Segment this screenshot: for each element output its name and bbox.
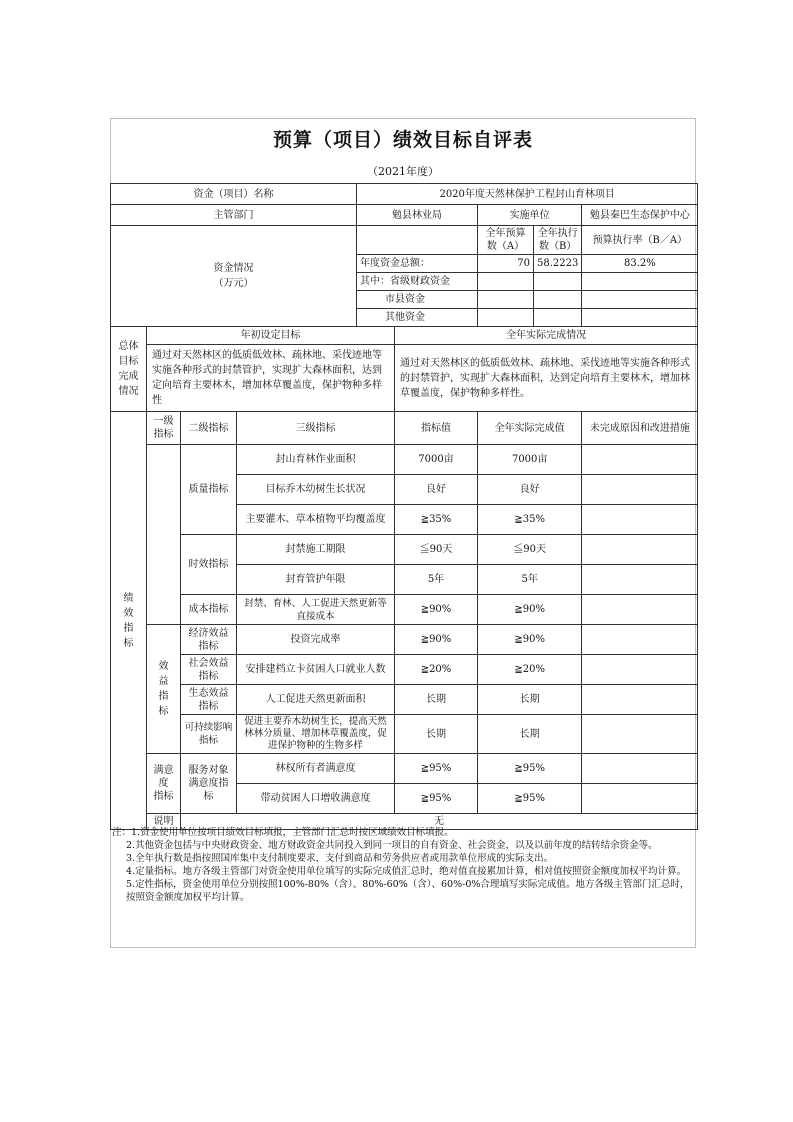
indicator-target: 长期: [395, 685, 478, 715]
col-budget: 全年预算数（A）: [478, 226, 534, 255]
indicator-target: ≧20%: [395, 655, 478, 685]
indicator-actual: ≧90%: [478, 625, 582, 655]
indicator-name: 主要灌木、草本植物平均覆盖度: [237, 505, 395, 535]
indicator-target: ≧95%: [395, 784, 478, 814]
dept-label: 主管部门: [111, 205, 357, 226]
l2-cost: 成本指标: [181, 595, 237, 625]
indicator-actual: 良好: [478, 475, 582, 505]
impl-unit-value: 勉县秦巴生态保护中心: [582, 205, 698, 226]
fund-row-rate: 83.2%: [582, 255, 698, 273]
fund-row-rate: [582, 273, 698, 291]
fund-row-budget: [478, 291, 534, 309]
indicator-actual: 长期: [478, 685, 582, 715]
indicator-name: 带动贫困人口增收满意度: [237, 784, 395, 814]
indicator-target: ≧95%: [395, 754, 478, 784]
header-l3: 三级指标: [237, 412, 395, 445]
footnote: 4.定量指标。地方各级主管部门对资金使用单位填写的实际完成值汇总时，绝对值直接累加计算，相对值按照资金额度加权平均计算。: [126, 866, 687, 877]
indicator-actual: 长期: [478, 715, 582, 754]
indicator-actual: ≧90%: [478, 595, 582, 625]
fund-row-budget: [478, 309, 534, 327]
funds-label: 资金情况 （万元）: [111, 226, 357, 327]
indicator-name: 目标乔木幼树生长状况: [237, 475, 395, 505]
project-name-label: 资金（项目）名称: [111, 184, 357, 205]
footnote: 5.定性指标，资金使用单位分别按照100%-80%（含）、80%-60%（含）、60%-0%合理填写实际完成值。地方各级主管部门汇总时，按照资金额度加权平均计算。: [126, 879, 690, 903]
indicator-actual: ≧35%: [478, 505, 582, 535]
actual-goal-header: 全年实际完成情况: [395, 327, 698, 345]
fund-row-label: 年度资金总额：: [357, 255, 478, 273]
fund-row-label: 其他资金: [357, 309, 478, 327]
l1-satisfaction: 满意度 指标: [147, 754, 181, 814]
indicator-actual: 5年: [478, 565, 582, 595]
footnote: 3.全年执行数是指按照国库集中支付制度要求，支付到商品和劳务供应者或用款单位形成的实际支出。: [126, 853, 554, 864]
indicator-name: 安排建档立卡贫困人口就业人数: [237, 655, 395, 685]
indicator-name: 封山育林作业面积: [237, 445, 395, 475]
remarks-label: 说明: [147, 814, 181, 830]
indicator-actual: ≧95%: [478, 754, 582, 784]
fund-row-label: 市县资金: [357, 291, 478, 309]
indicator-target: 良好: [395, 475, 478, 505]
indicator-actual: 7000亩: [478, 445, 582, 475]
header-l1: 一级 指标: [147, 412, 181, 445]
actual-goal-text: 通过对天然林区的低质低效林、疏林地、采伐迹地等实施各种形式的封禁管护，实现扩大森林面积，达到定向培育主要林木，增加林草覆盖度，保护物种多样性。: [395, 345, 698, 412]
fund-row-executed: [534, 273, 582, 291]
l2-sustainable: 可持续影响 指标: [181, 715, 237, 754]
footnotes: [112, 826, 696, 904]
l1-benefit: 效 益 指 标: [147, 625, 181, 754]
indicator-name: 封禁施工期限: [237, 535, 395, 565]
evaluation-table: [110, 183, 698, 830]
header-target: 指标值: [395, 412, 478, 445]
l2-social: 社会效益 指标: [181, 655, 237, 685]
header-l2: 二级指标: [181, 412, 237, 445]
indicator-actual: ≧95%: [478, 784, 582, 814]
project-name-value: 2020年度天然林保护工程封山育林项目: [357, 184, 698, 205]
indicator-name: 封育管护年限: [237, 565, 395, 595]
fund-row-rate: [582, 309, 698, 327]
indicator-target: 长期: [395, 715, 478, 754]
col-executed: 全年执行数（B）: [534, 226, 582, 255]
indicator-name: 林权所有者满意度: [237, 754, 395, 784]
indicator-target: 7000亩: [395, 445, 478, 475]
page-title: 预算（项目）绩效目标自评表: [272, 128, 533, 151]
remarks-value: 无: [181, 814, 698, 830]
header-actual: 全年实际完成值: [478, 412, 582, 445]
indicator-actual: ≦90天: [478, 535, 582, 565]
fund-row-budget: 70: [478, 255, 534, 273]
indicator-name: 封禁、育林、人工促进天然更新等直接成本: [237, 595, 395, 625]
fund-row-executed: [534, 309, 582, 327]
report-year: （2021年度）: [367, 165, 439, 178]
header-reason: 未完成原因和改进措施: [582, 412, 698, 445]
dept-value: 勉县林业局: [357, 205, 478, 226]
planned-goal-header: 年初设定目标: [147, 327, 395, 345]
goals-label: 总体 目标 完成 情况: [111, 327, 147, 412]
l2-satisfaction: 服务对象 满意度指标: [181, 754, 237, 814]
fund-row-executed: [534, 291, 582, 309]
footnote: 2.其他资金包括与中央财政资金、地方财政资金共同投入到同一项目的自有资金、社会资金，以及以前年度的结转结余资金等。: [126, 840, 658, 851]
footnote: 注：1.资金使用单位按项目绩效目标填报，主管部门汇总时按区域绩效目标填报。: [112, 827, 454, 838]
indicator-actual: ≧20%: [478, 655, 582, 685]
l2-economic: 经济效益 指标: [181, 625, 237, 655]
fund-row-executed: 58.2223: [534, 255, 582, 273]
indicator-target: ≦90天: [395, 535, 478, 565]
indicator-target: ≧90%: [395, 595, 478, 625]
fund-row-rate: [582, 291, 698, 309]
fund-row-budget: [478, 273, 534, 291]
l2-ecological: 生态效益 指标: [181, 685, 237, 715]
indicator-name: 人工促进天然更新面积: [237, 685, 395, 715]
indicator-name: 促进主要乔木幼树生长，提高天然林林分质量、增加林草覆盖度，促进保护物种的生物多样: [237, 715, 395, 754]
indicator-target: ≧35%: [395, 505, 478, 535]
indicator-target: ≧90%: [395, 625, 478, 655]
planned-goal-text: 通过对天然林区的低质低效林、疏林地、采伐迹地等实施各种形式的封禁管护，实现扩大森林面积，达到定向培育主要林木，增加林草覆盖度，保护物种多样性: [147, 345, 395, 412]
indicator-target: 5年: [395, 565, 478, 595]
l2-quality: 质量指标: [181, 445, 237, 535]
l2-timeliness: 时效指标: [181, 535, 237, 595]
indicator-name: 投资完成率: [237, 625, 395, 655]
indicators-label: 绩 效 指 标: [111, 412, 147, 830]
col-rate: 预算执行率（B／A）: [582, 226, 698, 255]
fund-row-label: 其中：省级财政资金: [357, 273, 478, 291]
impl-unit-label: 实施单位: [478, 205, 582, 226]
